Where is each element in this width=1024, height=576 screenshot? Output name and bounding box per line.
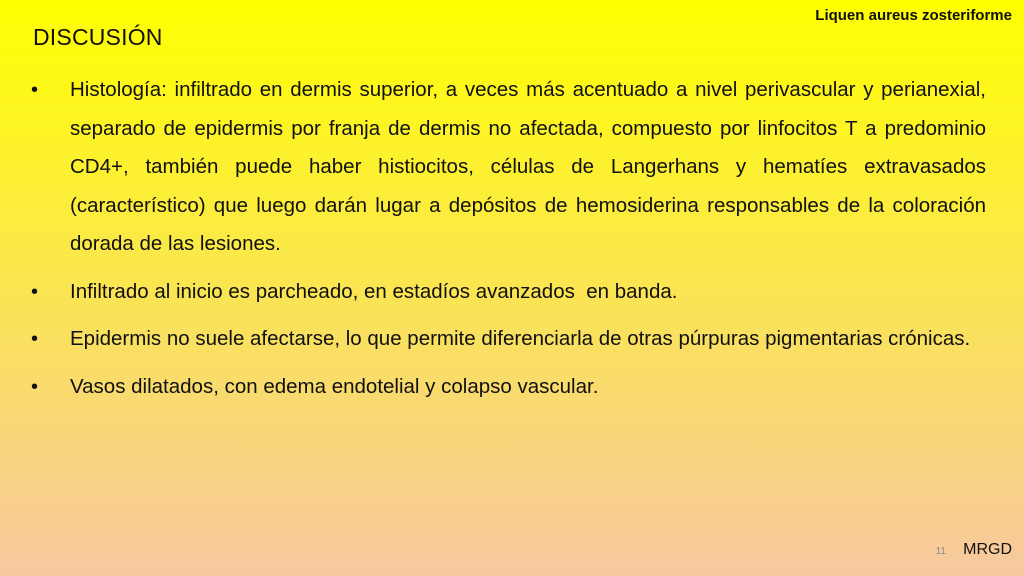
bullet-text: Epidermis no suele afectarse, lo que permite diferenciarla de otras púrpuras pigmentarias crónicas. (70, 327, 971, 350)
bullet-item-epidermis (26, 320, 986, 359)
header-title: Liquen aureus zosteriforme (815, 7, 1012, 24)
slide-number: 11 (935, 546, 946, 557)
bullet-text: Vasos dilatados, con edema endotelial y colapso vascular. (70, 374, 599, 398)
bullet-item-vasos (26, 368, 986, 407)
section-title: DISCUSIÓN (33, 24, 163, 50)
bullet-marker: • (31, 375, 39, 398)
bullet-text: Histología: infiltrado en dermis superior, a veces más acentuado a nivel perivascular y perianexial, separado de epidermis por franja de dermis no afectada, compuesto por linfocitos T a predominio CD4+, también puede haber histiocitos, células de Langerhans y hematíes extravasados (característico) que luego darán lugar a depósitos de hemosiderina responsables de la coloración dorada de las lesiones. (70, 78, 986, 255)
bullet-list (26, 71, 986, 415)
bullet-text: Infiltrado al inicio es parcheado, en estadíos avanzados en banda. (70, 279, 678, 303)
bullet-marker: • (31, 79, 39, 101)
bullet-item-histologia (26, 71, 986, 264)
bullet-marker: • (31, 280, 39, 303)
bullet-marker: • (31, 328, 39, 350)
footer-author: MRGD (963, 541, 1012, 558)
bullet-item-infiltrado (26, 273, 986, 312)
